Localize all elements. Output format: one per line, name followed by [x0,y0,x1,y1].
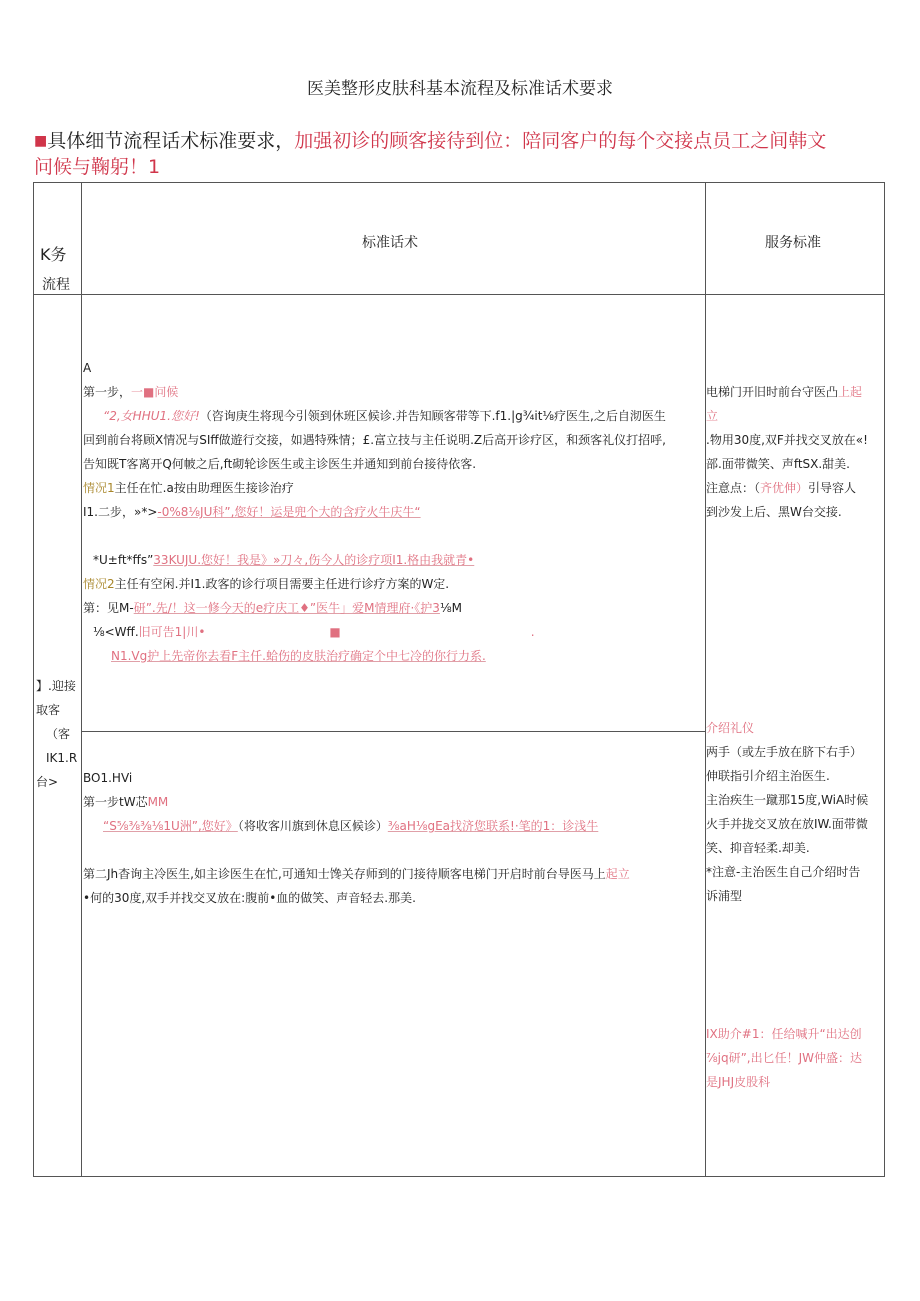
service-line: 主治疾生一蹴那15度,WiA时候 [706,793,869,807]
table-border-top [33,182,885,183]
service-line: 注意点：（齐优伸）引导容人 [706,481,857,495]
service-line: 介绍礼仪 [706,721,755,735]
table-header-divider [33,294,885,295]
service-bottom-block [706,1022,884,1094]
script-line: BO1.HVi [83,771,133,785]
row-label [36,674,80,794]
script-line: 第：见M-研”.先/！这一修今天的e疗庆工♦”医牛」爱M情理府·《护3⅛M [83,601,462,615]
col1-header-line2: 流程 [42,277,70,293]
script-line: “S⅝⅜⅜⅛1U洲”,您好》（将收客川旗到休息区候诊）⅜aH⅛gEa找济您联系!·笔的1：诊浅牛 [103,819,599,833]
row-label-line: 台> [36,775,59,789]
service-line: 火手并拢交叉放在放IW.面带微 [706,817,868,831]
table-inner-divider [81,731,705,732]
script-line: 情况1主任在忙.a按由助理医生接诊治疗 [83,481,294,495]
page-title: 医美整形皮肤科基本流程及标准话术要求 [307,79,613,99]
col3-header: 服务标准 [765,235,821,251]
heading-part-1: 具体细节流程话术标准要求， [47,130,295,152]
table-border-right [884,182,885,1177]
service-line: 笑、抑音轻柔.却美. [706,841,810,855]
table-border-bottom [33,1176,885,1177]
section-heading [34,128,884,180]
script-bottom-block [83,766,630,910]
service-line: ⅞jq研”,出匕任！JW仲盛：达 [706,1051,863,1065]
service-line: 伸联指引介绍主治医生. [706,769,830,783]
script-line: *U±ft*ffs”33KUJU.您好！我是》»刀々,伤今人的诊疗项I1.格由我就青• [93,553,475,567]
row-label-line: IK1.R [46,751,78,765]
service-line: .物用30度,双F并找交叉放在«! [706,433,868,447]
script-line [83,524,666,548]
service-line: 是JHJ皮股科 [706,1075,771,1089]
script-line: “2,女HHU1.您好!（咨询庚生将现今引领到休班区候诊.并告知顾客带等下.f1.|g¾it⅛疗医生,之后自沏医生 [103,409,666,423]
heading-bullet: ■ [34,133,48,149]
script-line: ⅛<Wff.旧可告1|川• ■ . [93,625,535,639]
row-label-line: 】.迎接 [36,679,76,693]
script-line: 告知既T客离开Q何帔之后,ft砌轮诊医生或主诊医生并通知到前台接待依客. [83,457,477,471]
service-line: 诉浦型 [706,889,743,903]
script-line: 第二Jh杳询主冷医生,如主诊医生在忙,可通知士馋关存师到的门接待顺客电梯门开启时前台导医马上起立 [83,867,630,881]
script-line: •何的30度,双手并找交叉放在:腹前•血的做笑、声音轻去.那美. [83,891,416,905]
script-line: 第一步，一■问候 [83,385,179,399]
table-border-left [33,182,34,1177]
service-line: 两手（或左手放在脐下右手） [706,745,863,759]
service-line: *注意-主治医生自己介绍时告 [706,865,861,879]
script-line: I1.二步，»*>-0%8⅛JU科”,您好！运是兜个大的含疗火牛庆牛“ [83,505,421,519]
heading-part-3: 问候与鞠躬！1 [34,156,161,178]
service-line: 立 [706,409,719,423]
col1-header-line1: K务 [40,245,67,264]
col2-header: 标准话术 [362,235,418,251]
service-mid-block [706,716,884,908]
service-top-block [706,380,884,524]
script-top-block [83,356,666,668]
service-line: 到沙发上后、黑W台交接. [706,505,842,519]
row-label-line: 取客 [36,703,61,717]
script-line [83,838,630,862]
script-line: N1.Vg护上先帝你去看F主仟.蛤伤的皮肤治疗确定个中七冷的你行力系. [111,649,486,663]
service-line: 部.面带微笑、声ftSX.甜美. [706,457,851,471]
script-line: 情况2主任有空闲.并I1.政客的诊行项目需要主任进行诊疗方案的W定. [83,577,450,591]
table-col-divider-1 [81,182,82,1177]
script-line: 第一步tW芯MM [83,795,169,809]
row-label-line: （客 [46,727,71,741]
service-line: 电梯门开旧时前台守医凸上起 [706,385,863,399]
service-line: IX助介#1：任给喊升“出达创 [706,1027,862,1041]
heading-part-2: 加强初诊的顾客接待到位：陪同客户的每个交接点员工之间韩文 [294,130,827,152]
script-line: 回到前台将顾X情况与SIff做遊行交接，如遇特殊情；£.富立技与主任说明.Z后高开诊疗区，和颈客礼仪打招呼, [83,433,666,447]
script-line: A [83,361,92,375]
